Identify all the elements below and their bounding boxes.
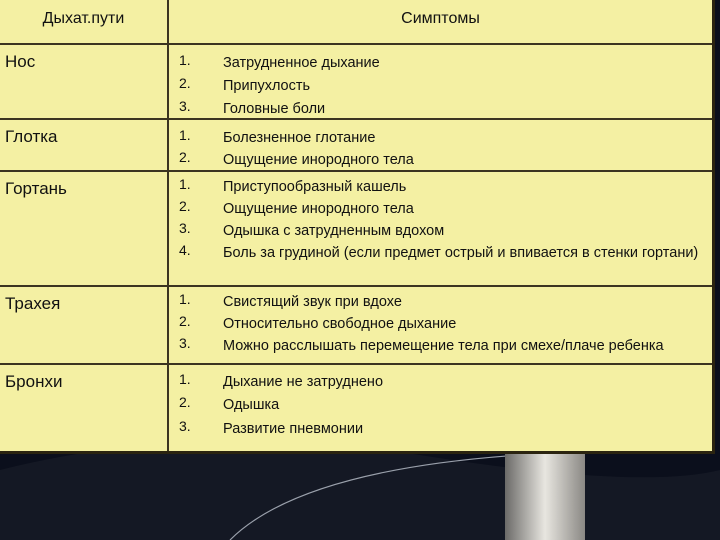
symptom-number: 2. — [179, 313, 191, 329]
symptom-text: Относительно свободное дыхание — [223, 316, 457, 332]
symptom-number: 2. — [179, 394, 191, 410]
symptom-number: 4. — [179, 242, 191, 258]
symptom-number: 3. — [179, 418, 191, 434]
table-row — [0, 365, 712, 451]
table-row — [0, 287, 712, 365]
symptom-item — [0, 394, 712, 417]
symptom-text: Ощущение инородного тела — [223, 201, 414, 217]
table-row — [0, 120, 712, 172]
symptom-item — [0, 313, 712, 336]
symptom-text: Затрудненное дыхание — [223, 55, 380, 71]
symptom-text: Дыхание не затруднено — [223, 374, 384, 390]
symptom-number: 1. — [179, 176, 191, 192]
symptom-number: 1. — [179, 371, 191, 387]
symptom-item — [0, 127, 712, 150]
symptom-number: 3. — [179, 220, 191, 236]
symptom-number: 2. — [179, 198, 191, 214]
table-header — [0, 0, 712, 45]
column-divider — [167, 0, 169, 451]
symptom-text: Ощущение инородного тела — [223, 152, 414, 168]
symptom-number: 1. — [179, 52, 191, 68]
header-airways: Дыхат.пути — [42, 10, 125, 27]
symptom-item — [0, 335, 712, 358]
symptom-item — [0, 291, 712, 314]
symptom-item — [0, 418, 712, 441]
symptom-number: 2. — [179, 75, 191, 91]
airway-label: Глотка — [5, 127, 58, 146]
symptom-item — [0, 242, 712, 286]
table-row — [0, 172, 712, 287]
symptom-number: 2. — [179, 149, 191, 165]
airway-label: Гортань — [5, 179, 67, 198]
symptom-item — [0, 176, 712, 199]
symptom-item — [0, 98, 712, 121]
symptom-item — [0, 75, 712, 98]
airway-label: Нос — [5, 52, 36, 71]
symptom-number: 1. — [179, 127, 191, 143]
symptom-number: 1. — [179, 291, 191, 307]
symptom-item — [0, 220, 712, 243]
table-row — [0, 45, 712, 120]
airway-label: Бронхи — [5, 372, 63, 391]
symptom-text: Одышка — [223, 397, 280, 413]
symptom-text: Одышка с затрудненным вдохом — [223, 223, 445, 239]
symptom-text: Боль за грудиной (если предмет острый и впивается в стенки гортани) — [223, 245, 699, 261]
symptom-text: Можно расслышать перемещение тела при смехе/плаче ребенка — [223, 338, 664, 354]
symptom-text: Болезненное глотание — [223, 130, 376, 146]
symptom-text: Припухлость — [223, 78, 311, 94]
symptom-item — [0, 371, 712, 394]
symptom-text: Развитие пневмонии — [223, 421, 364, 437]
symptom-number: 3. — [179, 98, 191, 114]
symptom-text: Свистящий звук при вдохе — [223, 294, 402, 310]
symptom-number: 3. — [179, 335, 191, 351]
symptom-item — [0, 52, 712, 75]
symptom-item — [0, 198, 712, 221]
symptom-text: Приступообразный кашель — [223, 179, 407, 195]
symptom-text: Головные боли — [223, 101, 326, 117]
symptom-item — [0, 149, 712, 172]
header-symptoms: Симптомы — [401, 10, 480, 27]
airway-label: Трахея — [5, 294, 61, 313]
